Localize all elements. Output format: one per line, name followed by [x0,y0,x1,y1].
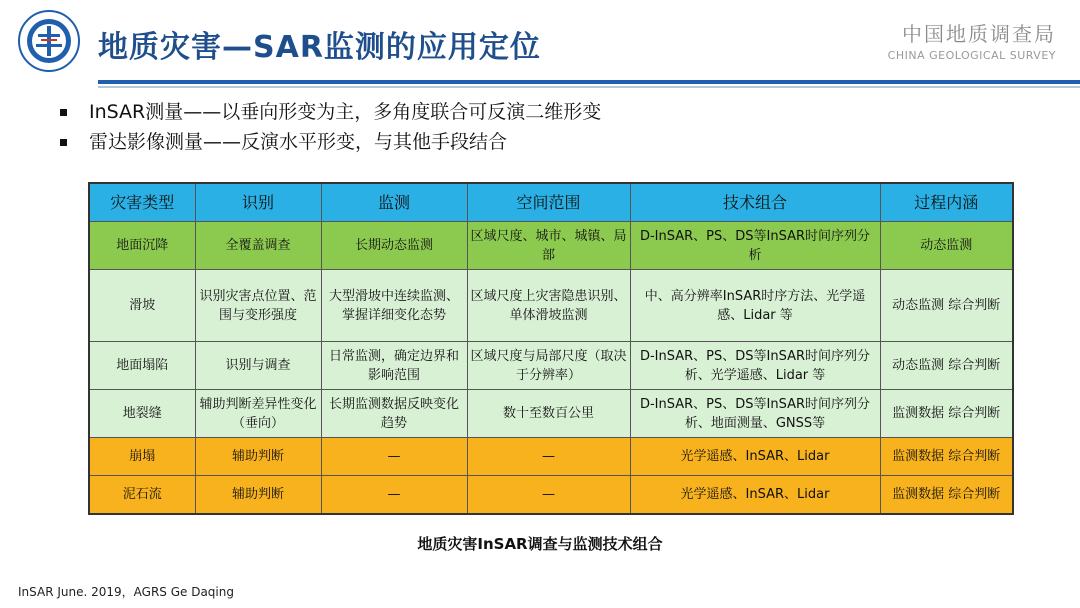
table-cell: 辅助判断 [195,438,321,476]
column-header: 过程内涵 [880,183,1013,222]
table-cell: D-InSAR、PS、DS等InSAR时间序列分析、光学遥感、Lidar 等 [630,342,880,390]
table-cell: 长期动态监测 [321,222,467,270]
china-geological-survey-logo-icon [18,10,80,72]
table-cell: 长期监测数据反映变化趋势 [321,390,467,438]
table-cell: 辅助判断差异性变化（垂向） [195,390,321,438]
bullet-square-icon [60,139,67,146]
table-cell: 区域尺度、城市、城镇、局部 [467,222,630,270]
table-cell: 动态监测 [880,222,1013,270]
column-header: 技术组合 [630,183,880,222]
column-header: 识别 [195,183,321,222]
table-cell: 识别灾害点位置、范围与变形强度 [195,270,321,342]
table-row [89,222,1013,270]
table-cell: 区域尺度上灾害隐患识别、单体滑坡监测 [467,270,630,342]
org-name-en: CHINA GEOLOGICAL SURVEY [887,49,1056,62]
org-block [888,18,1056,62]
bullet-text: 雷达影像测量——反演水平形变，与其他手段结合 [89,131,508,153]
footer-credit: InSAR June. 2019，AGRS Ge Daqing [18,585,234,599]
bullet-square-icon [60,109,67,116]
table-row [89,342,1013,390]
table-row [89,390,1013,438]
table-cell: 监测数据 综合判断 [880,438,1013,476]
table-header-row [89,183,1013,222]
table-cell: — [321,476,467,514]
table-cell: 滑坡 [89,270,195,342]
bullet-text: InSAR测量——以垂向形变为主，多角度联合可反演二维形变 [89,101,602,123]
table-cell: 监测数据 综合判断 [880,476,1013,514]
table-cell: 光学遥感、InSAR、Lidar [630,476,880,514]
table-row [89,438,1013,476]
table-cell: — [321,438,467,476]
header-rule-secondary [98,86,1080,88]
header-rule [98,80,1080,84]
table-cell: D-InSAR、PS、DS等InSAR时间序列分析、地面测量、GNSS等 [630,390,880,438]
table-cell: 地面塌陷 [89,342,195,390]
table-cell: D-InSAR、PS、DS等InSAR时间序列分析 [630,222,880,270]
bullet-list [60,97,601,157]
table-cell: 地面沉降 [89,222,195,270]
table-cell: 监测数据 综合判断 [880,390,1013,438]
page-title: 地质灾害—SAR监测的应用定位 [98,30,541,65]
org-name-cn: 中国地质调查局 [902,22,1056,46]
bullet-item [60,127,601,157]
table-row [89,270,1013,342]
table-cell: 光学遥感、InSAR、Lidar [630,438,880,476]
table-cell: — [467,476,630,514]
table-cell: 动态监测 综合判断 [880,270,1013,342]
column-header: 灾害类型 [89,183,195,222]
table-cell: 数十至数百公里 [467,390,630,438]
table-cell: 识别与调查 [195,342,321,390]
table-cell: 泥石流 [89,476,195,514]
column-header: 监测 [321,183,467,222]
table-cell: 地裂缝 [89,390,195,438]
column-header: 空间范围 [467,183,630,222]
table-cell: 崩塌 [89,438,195,476]
table-row [89,476,1013,514]
table-cell: 日常监测，确定边界和影响范围 [321,342,467,390]
table-cell: 大型滑坡中连续监测、掌握详细变化态势 [321,270,467,342]
table-cell: 动态监测 综合判断 [880,342,1013,390]
table-cell: 中、高分辨率InSAR时序方法、光学遥感、Lidar 等 [630,270,880,342]
table-cell: 区域尺度与局部尺度（取决于分辨率） [467,342,630,390]
technique-table [88,182,1014,515]
table-cell: — [467,438,630,476]
table-cell: 辅助判断 [195,476,321,514]
table-cell: 全覆盖调查 [195,222,321,270]
table-caption: 地质灾害InSAR调查与监测技术组合 [417,535,663,553]
bullet-item [60,97,601,127]
